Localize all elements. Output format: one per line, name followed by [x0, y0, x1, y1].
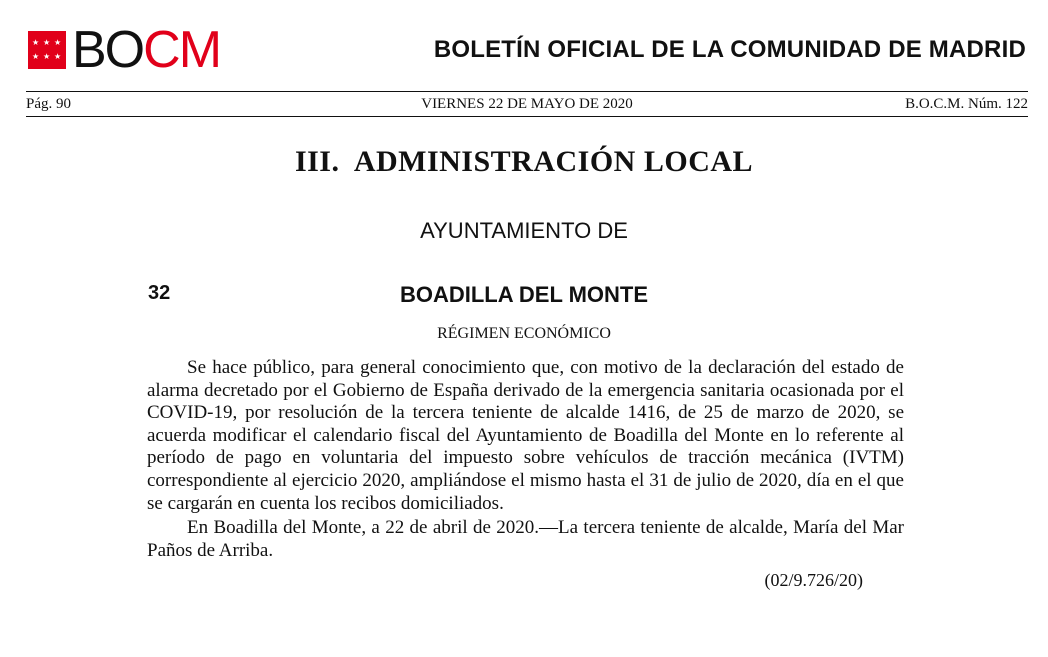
signature-paragraph: En Boadilla del Monte, a 22 de abril de 2020.—La tercera teniente de alcalde, María del Mar Paños de Arriba. [147, 517, 904, 561]
header-rule-bottom [26, 116, 1028, 117]
headline-row [26, 96, 1028, 114]
header-rule-top [26, 91, 1028, 92]
municipality-name: BOADILLA DEL MONTE [399, 282, 649, 307]
announcement-number: 32 [148, 282, 171, 304]
reference-code: (02/9.726/20) [764, 570, 863, 590]
announcement-subtitle: RÉGIMEN ECONÓMICO [437, 325, 611, 342]
body-paragraph: Se hace público, para general conocimiento que, con motivo de la declaración del estado de alarma decretado por el Gobierno de España derivado de la emergencia sanitaria ocasionada por el COVID-19, por resolución de la tercera teniente de alcalde 1416, de 25 de marzo de 2020, se acuerda modificar el calendario fiscal del Ayuntamiento de Boadilla del Monte en lo referente al período de pago en voluntaria del impuesto sobre vehículos de tracción mecánica (IVTM) correspondiente al ejercicio 2020, ampliándose el mismo hasta el 31 de julio de 2020, día en el que se cargarán en cuenta los recibos domiciliados. [147, 357, 904, 514]
page-number: Pág. 90 [26, 96, 71, 112]
bocm-logo [28, 21, 221, 79]
ayuntamiento-label: AYUNTAMIENTO DE [420, 218, 628, 243]
issue-number: B.O.C.M. Núm. 122 [905, 96, 1028, 112]
issue-date: VIERNES 22 DE MAYO DE 2020 [421, 96, 633, 112]
madrid-flag-icon: ★ ★ ★ ★ ★ ★ [28, 31, 66, 69]
section-title: III. ADMINISTRACIÓN LOCAL [294, 145, 754, 178]
logo-wordmark: BOCM [72, 21, 221, 79]
bulletin-title: BOLETÍN OFICIAL DE LA COMUNIDAD DE MADRID [433, 36, 1026, 63]
